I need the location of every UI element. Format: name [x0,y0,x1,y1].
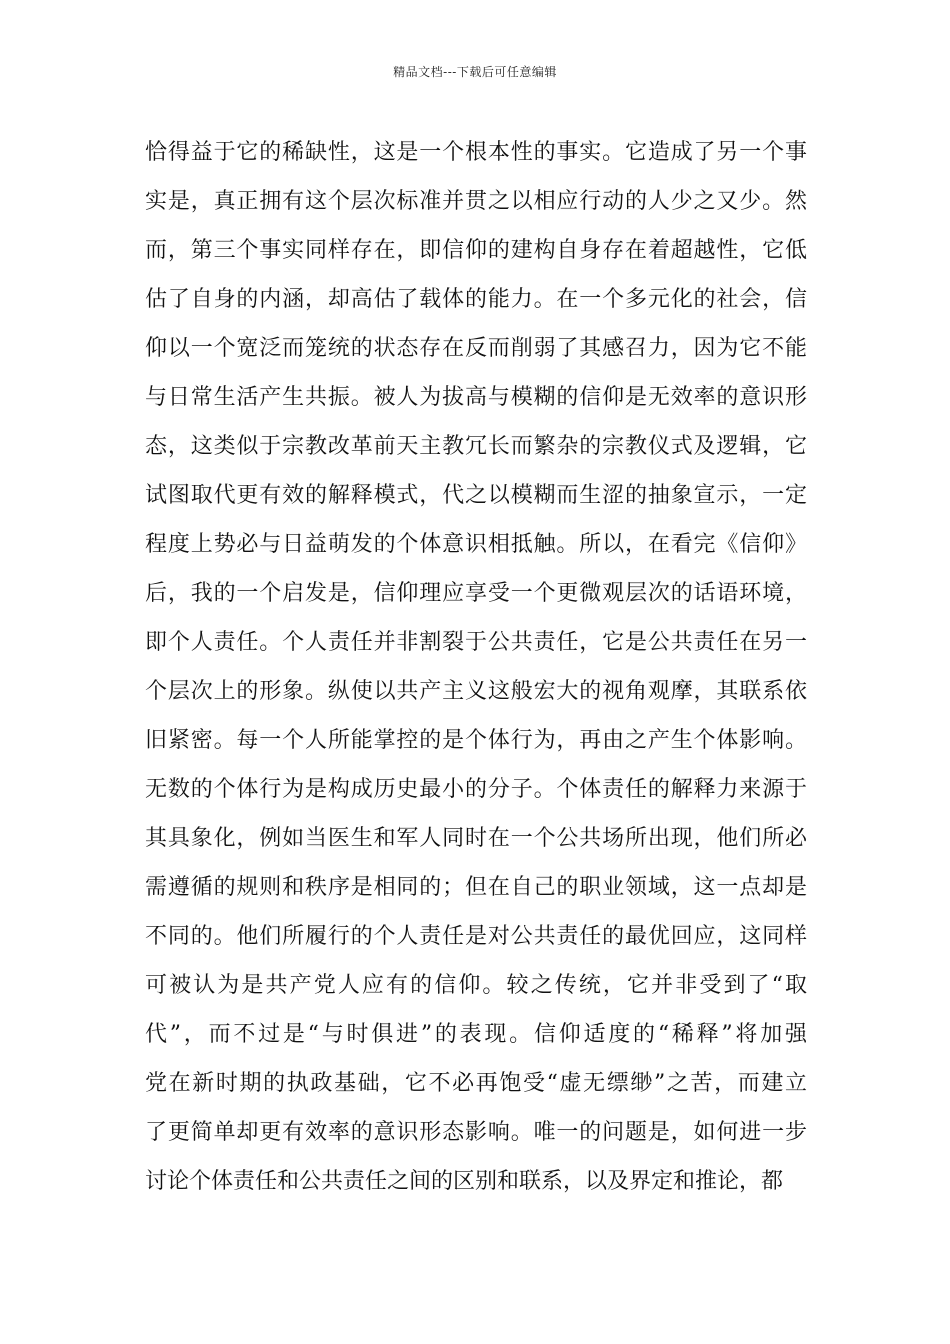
text-line: 无数的个体行为是构成历史最小的分子。个体责任的解释力来源于 [145,777,807,802]
text-line: 态，这类似于宗教改革前天主教冗长而繁杂的宗教仪式及逻辑，它 [145,434,807,459]
text-line: 其具象化，例如当医生和军人同时在一个公共场所出现，他们所必 [145,826,807,851]
text-line: 需遵循的规则和秩序是相同的；但在自己的职业领域，这一点却是 [145,875,807,900]
text-line: 了更简单却更有效率的意识形态影响。唯一的问题是，如何进一步 [145,1120,807,1145]
text-line: 讨论个体责任和公共责任之间的区别和联系，以及界定和推论，都 [145,1169,784,1194]
body-text [145,128,807,1206]
text-line: 估了自身的内涵，却高估了载体的能力。在一个多元化的社会，信 [145,287,807,312]
text-line: 个层次上的形象。纵使以共产主义这般宏大的视角观摩，其联系依 [145,679,807,704]
text-line: 恰得益于它的稀缺性，这是一个根本性的事实。它造成了另一个事 [145,140,807,165]
text-line: 不同的。他们所履行的个人责任是对公共责任的最优回应，这同样 [145,924,807,949]
page-header: 精品文档---下载后可任意编辑 [393,65,557,79]
text-line: 与日常生活产生共振。被人为拔高与模糊的信仰是无效率的意识形 [145,385,807,410]
text-line: 试图取代更有效的解释模式，代之以模糊而生涩的抽象宣示，一定 [145,483,807,508]
text-line: 仰以一个宽泛而笼统的状态存在反而削弱了其感召力，因为它不能 [145,336,807,361]
text-line: 即个人责任。个人责任并非割裂于公共责任，它是公共责任在另一 [145,630,807,655]
text-line: 程度上势必与日益萌发的个体意识相抵触。所以，在看完《信仰》 [145,532,807,557]
text-line: 实是，真正拥有这个层次标准并贯之以相应行动的人少之又少。然 [145,189,807,214]
text-line: 可被认为是共产党人应有的信仰。较之传统，它并非受到了“取 [145,973,807,998]
text-line: 代”，而不过是“与时俱进”的表现。信仰适度的“稀释”将加强 [145,1022,807,1047]
text-line: 后，我的一个启发是，信仰理应享受一个更微观层次的话语环境， [145,581,807,606]
text-line: 而，第三个事实同样存在，即信仰的建构自身存在着超越性，它低 [145,238,807,263]
text-line: 旧紧密。每一个人所能掌控的是个体行为，再由之产生个体影响。 [145,728,807,753]
text-line: 党在新时期的执政基础，它不必再饱受“虚无缥缈”之苦，而建立 [145,1071,807,1096]
